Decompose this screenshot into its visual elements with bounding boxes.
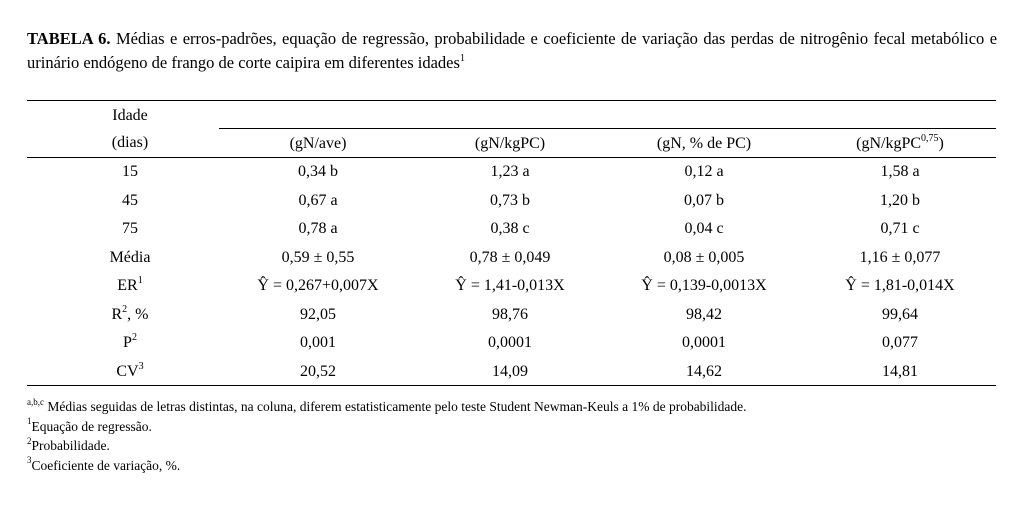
row-label: $R^2$, % <box>111 303 149 323</box>
table-cell: 99,64 <box>882 306 918 323</box>
row-label: 75 <box>122 220 138 237</box>
table-cell: 0,077 <box>882 334 918 351</box>
table-cell: 0,07 b <box>684 192 724 209</box>
header-col-gn-kgpc: (gN/kgPC) <box>474 135 546 152</box>
table-cell: 20,52 <box>300 363 336 380</box>
row-label: 15 <box>122 163 138 180</box>
table-cell: 0,73 b <box>490 192 530 209</box>
table-cell: 0,78 a <box>298 220 338 237</box>
table-bottom-rule <box>27 385 996 386</box>
footnote: $^1$Equação de regressão. <box>27 416 152 434</box>
table-cell: Ŷ = 1,81-0,014X <box>845 277 955 294</box>
table-top-rule <box>27 100 996 101</box>
header-col-gn-ave: (gN/ave) <box>289 135 347 152</box>
table-cell: Ŷ = 0,267+0,007X <box>257 277 379 294</box>
header-col-gn-pct-pc: (gN, % de PC) <box>656 135 752 152</box>
row-label: $ER^1$ <box>117 274 143 294</box>
row-label: 45 <box>122 192 138 209</box>
footnotes <box>27 397 747 475</box>
table-cell: 0,12 a <box>684 163 724 180</box>
table-caption <box>27 27 997 75</box>
row-label: $P^2$ <box>123 331 137 351</box>
table-cell: 14,09 <box>492 363 528 380</box>
header-col-gn-kgpc075: (gN/kgPC$^{0,75}$) <box>856 132 944 152</box>
table-cell: 14,62 <box>686 363 722 380</box>
footnote: $^{a,b,c}$ Médias seguidas de letras distintas, na coluna, diferem estatisticamente pelo teste Student Newman-Keuls a 1% de probabilidade. <box>27 396 747 414</box>
table-cell: 0,04 c <box>684 220 724 237</box>
table-cell: 0,67 a <box>298 192 338 209</box>
table-label: TABELA 6. <box>27 29 111 48</box>
table-cell: 92,05 <box>300 306 336 323</box>
table-cell: 98,76 <box>492 306 528 323</box>
header-idade: Idade <box>112 107 148 124</box>
caption-footnote-marker: 1 <box>459 52 465 64</box>
header-dias: (dias) <box>111 134 149 151</box>
table-cell: 1,16 ± 0,077 <box>859 249 941 266</box>
header-subrule <box>219 128 996 129</box>
row-label: $CV^3$ <box>116 360 144 380</box>
table-cell: 0,08 ± 0,005 <box>663 249 745 266</box>
table-cell: 1,58 a <box>880 163 920 180</box>
table-cell: 0,34 b <box>298 163 338 180</box>
table-cell: 1,20 b <box>880 192 920 209</box>
header-bottom-rule <box>27 157 996 158</box>
table-cell: Ŷ = 0,139-0,0013X <box>641 277 767 294</box>
caption-text: Médias e erros-padrões, equação de regressão, probabilidade e coeficiente de variação das perdas de nitrogênio fecal metabólico e urinário endógeno de frango de corte caipira em diferentes idades <box>27 29 998 72</box>
table-cell: 0,001 <box>300 334 336 351</box>
table-cell: 0,59 ± 0,55 <box>281 249 355 266</box>
table-cell: 0,0001 <box>682 334 726 351</box>
table-cell: 0,0001 <box>488 334 532 351</box>
table-cell: 14,81 <box>882 363 918 380</box>
row-label: Média <box>109 249 151 266</box>
table-cell: 0,71 c <box>880 220 920 237</box>
footnote: $^3$Coeficiente de variação, %. <box>27 455 181 473</box>
footnote: $^2$Probabilidade. <box>27 435 110 453</box>
table-cell: Ŷ = 1,41-0,013X <box>455 277 565 294</box>
table-cell: 98,42 <box>686 306 722 323</box>
table-cell: 0,78 ± 0,049 <box>469 249 551 266</box>
table-cell: 1,23 a <box>490 163 530 180</box>
table-cell: 0,38 c <box>490 220 530 237</box>
